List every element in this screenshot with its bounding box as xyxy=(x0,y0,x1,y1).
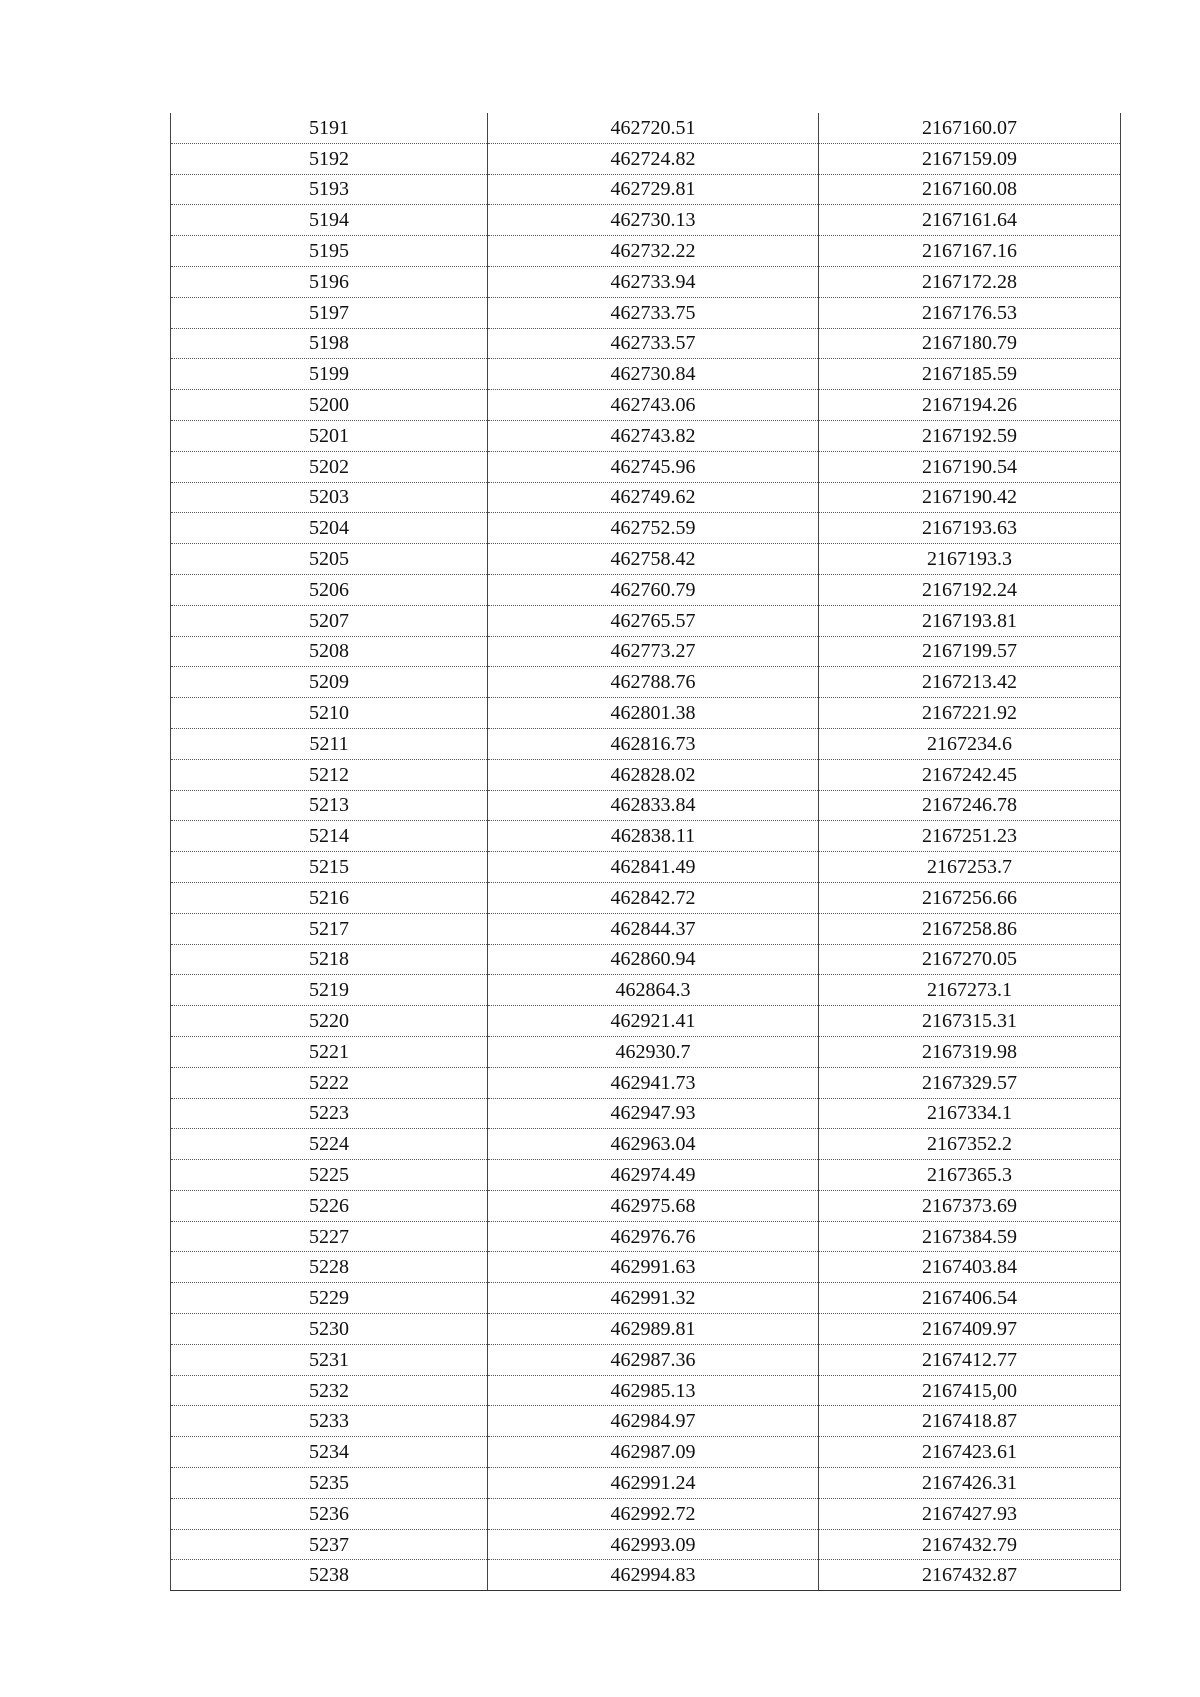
point-number-cell: 5202 xyxy=(171,451,488,482)
point-number-cell: 5225 xyxy=(171,1160,488,1191)
table-row xyxy=(171,1129,1121,1160)
point-number-cell: 5197 xyxy=(171,297,488,328)
point-number-cell: 5215 xyxy=(171,852,488,883)
table-row xyxy=(171,852,1121,883)
table-row xyxy=(171,1221,1121,1252)
x-coordinate-cell: 462844.37 xyxy=(488,913,819,944)
point-number-cell: 5205 xyxy=(171,544,488,575)
point-number-cell: 5198 xyxy=(171,328,488,359)
point-number-cell: 5207 xyxy=(171,605,488,636)
table-row xyxy=(171,1437,1121,1468)
point-number-cell: 5210 xyxy=(171,698,488,729)
point-number-cell: 5230 xyxy=(171,1314,488,1345)
point-number-cell: 5199 xyxy=(171,359,488,390)
point-number-cell: 5221 xyxy=(171,1036,488,1067)
y-coordinate-cell: 2167246.78 xyxy=(819,790,1121,821)
table-row xyxy=(171,1160,1121,1191)
y-coordinate-cell: 2167180.79 xyxy=(819,328,1121,359)
x-coordinate-cell: 462732.22 xyxy=(488,236,819,267)
point-number-cell: 5226 xyxy=(171,1190,488,1221)
y-coordinate-cell: 2167193.81 xyxy=(819,605,1121,636)
point-number-cell: 5213 xyxy=(171,790,488,821)
table-row xyxy=(171,1283,1121,1314)
x-coordinate-cell: 462733.75 xyxy=(488,297,819,328)
table-row xyxy=(171,667,1121,698)
point-number-cell: 5203 xyxy=(171,482,488,513)
y-coordinate-cell: 2167315.31 xyxy=(819,1006,1121,1037)
table-row xyxy=(171,882,1121,913)
y-coordinate-cell: 2167258.86 xyxy=(819,913,1121,944)
table-row xyxy=(171,821,1121,852)
x-coordinate-cell: 462745.96 xyxy=(488,451,819,482)
x-coordinate-cell: 462987.09 xyxy=(488,1437,819,1468)
point-number-cell: 5194 xyxy=(171,205,488,236)
x-coordinate-cell: 462963.04 xyxy=(488,1129,819,1160)
y-coordinate-cell: 2167199.57 xyxy=(819,636,1121,667)
x-coordinate-cell: 462991.24 xyxy=(488,1468,819,1499)
table-row xyxy=(171,390,1121,421)
x-coordinate-cell: 462987.36 xyxy=(488,1344,819,1375)
y-coordinate-cell: 2167432.87 xyxy=(819,1560,1121,1591)
point-number-cell: 5192 xyxy=(171,143,488,174)
x-coordinate-cell: 462733.94 xyxy=(488,266,819,297)
point-number-cell: 5193 xyxy=(171,174,488,205)
table-row xyxy=(171,944,1121,975)
y-coordinate-cell: 2167185.59 xyxy=(819,359,1121,390)
y-coordinate-cell: 2167415,00 xyxy=(819,1375,1121,1406)
y-coordinate-cell: 2167221.92 xyxy=(819,698,1121,729)
table-row xyxy=(171,113,1121,143)
point-number-cell: 5232 xyxy=(171,1375,488,1406)
table-row xyxy=(171,698,1121,729)
y-coordinate-cell: 2167190.54 xyxy=(819,451,1121,482)
point-number-cell: 5234 xyxy=(171,1437,488,1468)
y-coordinate-cell: 2167329.57 xyxy=(819,1067,1121,1098)
table-row xyxy=(171,605,1121,636)
y-coordinate-cell: 2167190.42 xyxy=(819,482,1121,513)
y-coordinate-cell: 2167193.63 xyxy=(819,513,1121,544)
table-row xyxy=(171,1375,1121,1406)
x-coordinate-cell: 462733.57 xyxy=(488,328,819,359)
y-coordinate-cell: 2167432.79 xyxy=(819,1529,1121,1560)
table-row xyxy=(171,1098,1121,1129)
point-number-cell: 5191 xyxy=(171,113,488,143)
x-coordinate-cell: 462773.27 xyxy=(488,636,819,667)
y-coordinate-cell: 2167234.6 xyxy=(819,728,1121,759)
point-number-cell: 5214 xyxy=(171,821,488,852)
y-coordinate-cell: 2167242.45 xyxy=(819,759,1121,790)
x-coordinate-cell: 462991.63 xyxy=(488,1252,819,1283)
y-coordinate-cell: 2167161.64 xyxy=(819,205,1121,236)
y-coordinate-cell: 2167167.16 xyxy=(819,236,1121,267)
x-coordinate-cell: 462828.02 xyxy=(488,759,819,790)
y-coordinate-cell: 2167192.24 xyxy=(819,574,1121,605)
y-coordinate-cell: 2167160.07 xyxy=(819,113,1121,143)
point-number-cell: 5227 xyxy=(171,1221,488,1252)
y-coordinate-cell: 2167427.93 xyxy=(819,1498,1121,1529)
y-coordinate-cell: 2167194.26 xyxy=(819,390,1121,421)
table-row xyxy=(171,266,1121,297)
x-coordinate-cell: 462992.72 xyxy=(488,1498,819,1529)
table-row xyxy=(171,574,1121,605)
x-coordinate-cell: 462941.73 xyxy=(488,1067,819,1098)
x-coordinate-cell: 462975.68 xyxy=(488,1190,819,1221)
x-coordinate-cell: 462720.51 xyxy=(488,113,819,143)
y-coordinate-cell: 2167160.08 xyxy=(819,174,1121,205)
point-number-cell: 5233 xyxy=(171,1406,488,1437)
x-coordinate-cell: 462752.59 xyxy=(488,513,819,544)
point-number-cell: 5208 xyxy=(171,636,488,667)
x-coordinate-cell: 462860.94 xyxy=(488,944,819,975)
point-number-cell: 5236 xyxy=(171,1498,488,1529)
x-coordinate-cell: 462985.13 xyxy=(488,1375,819,1406)
y-coordinate-cell: 2167352.2 xyxy=(819,1129,1121,1160)
point-number-cell: 5219 xyxy=(171,975,488,1006)
y-coordinate-cell: 2167384.59 xyxy=(819,1221,1121,1252)
table-row xyxy=(171,913,1121,944)
point-number-cell: 5217 xyxy=(171,913,488,944)
x-coordinate-cell: 462743.06 xyxy=(488,390,819,421)
y-coordinate-cell: 2167334.1 xyxy=(819,1098,1121,1129)
y-coordinate-cell: 2167423.61 xyxy=(819,1437,1121,1468)
x-coordinate-cell: 462921.41 xyxy=(488,1006,819,1037)
point-number-cell: 5229 xyxy=(171,1283,488,1314)
point-number-cell: 5201 xyxy=(171,420,488,451)
table-row xyxy=(171,728,1121,759)
x-coordinate-cell: 462730.84 xyxy=(488,359,819,390)
point-number-cell: 5196 xyxy=(171,266,488,297)
x-coordinate-cell: 462864.3 xyxy=(488,975,819,1006)
point-number-cell: 5200 xyxy=(171,390,488,421)
y-coordinate-cell: 2167412.77 xyxy=(819,1344,1121,1375)
y-coordinate-cell: 2167406.54 xyxy=(819,1283,1121,1314)
x-coordinate-cell: 462765.57 xyxy=(488,605,819,636)
x-coordinate-cell: 462994.83 xyxy=(488,1560,819,1591)
x-coordinate-cell: 462729.81 xyxy=(488,174,819,205)
table-row xyxy=(171,1314,1121,1345)
y-coordinate-cell: 2167365.3 xyxy=(819,1160,1121,1191)
x-coordinate-cell: 462976.76 xyxy=(488,1221,819,1252)
y-coordinate-cell: 2167172.28 xyxy=(819,266,1121,297)
table-row xyxy=(171,143,1121,174)
table-row xyxy=(171,1529,1121,1560)
table-row xyxy=(171,1252,1121,1283)
point-number-cell: 5222 xyxy=(171,1067,488,1098)
point-number-cell: 5224 xyxy=(171,1129,488,1160)
x-coordinate-cell: 462991.32 xyxy=(488,1283,819,1314)
point-number-cell: 5235 xyxy=(171,1468,488,1499)
table-row xyxy=(171,636,1121,667)
point-number-cell: 5238 xyxy=(171,1560,488,1591)
table-row xyxy=(171,420,1121,451)
y-coordinate-cell: 2167403.84 xyxy=(819,1252,1121,1283)
coordinates-table-body xyxy=(171,113,1121,1591)
table-row xyxy=(171,1190,1121,1221)
x-coordinate-cell: 462760.79 xyxy=(488,574,819,605)
x-coordinate-cell: 462841.49 xyxy=(488,852,819,883)
table-row xyxy=(171,451,1121,482)
x-coordinate-cell: 462974.49 xyxy=(488,1160,819,1191)
table-row xyxy=(171,482,1121,513)
x-coordinate-cell: 462743.82 xyxy=(488,420,819,451)
table-row xyxy=(171,1036,1121,1067)
x-coordinate-cell: 462788.76 xyxy=(488,667,819,698)
table-row xyxy=(171,1006,1121,1037)
x-coordinate-cell: 462984.97 xyxy=(488,1406,819,1437)
x-coordinate-cell: 462816.73 xyxy=(488,728,819,759)
y-coordinate-cell: 2167426.31 xyxy=(819,1468,1121,1499)
y-coordinate-cell: 2167192.59 xyxy=(819,420,1121,451)
table-row xyxy=(171,174,1121,205)
y-coordinate-cell: 2167409.97 xyxy=(819,1314,1121,1345)
y-coordinate-cell: 2167373.69 xyxy=(819,1190,1121,1221)
table-row xyxy=(171,1560,1121,1591)
point-number-cell: 5218 xyxy=(171,944,488,975)
point-number-cell: 5223 xyxy=(171,1098,488,1129)
y-coordinate-cell: 2167253.7 xyxy=(819,852,1121,883)
y-coordinate-cell: 2167213.42 xyxy=(819,667,1121,698)
x-coordinate-cell: 462724.82 xyxy=(488,143,819,174)
y-coordinate-cell: 2167418.87 xyxy=(819,1406,1121,1437)
x-coordinate-cell: 462730.13 xyxy=(488,205,819,236)
coordinates-table xyxy=(170,113,1121,1591)
table-row xyxy=(171,1406,1121,1437)
y-coordinate-cell: 2167256.66 xyxy=(819,882,1121,913)
point-number-cell: 5231 xyxy=(171,1344,488,1375)
y-coordinate-cell: 2167159.09 xyxy=(819,143,1121,174)
point-number-cell: 5220 xyxy=(171,1006,488,1037)
point-number-cell: 5228 xyxy=(171,1252,488,1283)
point-number-cell: 5237 xyxy=(171,1529,488,1560)
table-row xyxy=(171,975,1121,1006)
y-coordinate-cell: 2167251.23 xyxy=(819,821,1121,852)
point-number-cell: 5216 xyxy=(171,882,488,913)
point-number-cell: 5212 xyxy=(171,759,488,790)
y-coordinate-cell: 2167176.53 xyxy=(819,297,1121,328)
table-row xyxy=(171,759,1121,790)
point-number-cell: 5211 xyxy=(171,728,488,759)
point-number-cell: 5209 xyxy=(171,667,488,698)
x-coordinate-cell: 462749.62 xyxy=(488,482,819,513)
x-coordinate-cell: 462842.72 xyxy=(488,882,819,913)
point-number-cell: 5206 xyxy=(171,574,488,605)
x-coordinate-cell: 462947.93 xyxy=(488,1098,819,1129)
table-row xyxy=(171,1067,1121,1098)
table-row xyxy=(171,205,1121,236)
x-coordinate-cell: 462993.09 xyxy=(488,1529,819,1560)
x-coordinate-cell: 462989.81 xyxy=(488,1314,819,1345)
x-coordinate-cell: 462758.42 xyxy=(488,544,819,575)
table-row xyxy=(171,359,1121,390)
table-row xyxy=(171,513,1121,544)
x-coordinate-cell: 462838.11 xyxy=(488,821,819,852)
table-row xyxy=(171,328,1121,359)
x-coordinate-cell: 462801.38 xyxy=(488,698,819,729)
table-row xyxy=(171,297,1121,328)
table-row xyxy=(171,236,1121,267)
y-coordinate-cell: 2167319.98 xyxy=(819,1036,1121,1067)
table-row xyxy=(171,1468,1121,1499)
table-row xyxy=(171,1498,1121,1529)
table-row xyxy=(171,790,1121,821)
y-coordinate-cell: 2167270.05 xyxy=(819,944,1121,975)
y-coordinate-cell: 2167273.1 xyxy=(819,975,1121,1006)
point-number-cell: 5195 xyxy=(171,236,488,267)
table-row xyxy=(171,544,1121,575)
x-coordinate-cell: 462930.7 xyxy=(488,1036,819,1067)
table-row xyxy=(171,1344,1121,1375)
point-number-cell: 5204 xyxy=(171,513,488,544)
y-coordinate-cell: 2167193.3 xyxy=(819,544,1121,575)
x-coordinate-cell: 462833.84 xyxy=(488,790,819,821)
